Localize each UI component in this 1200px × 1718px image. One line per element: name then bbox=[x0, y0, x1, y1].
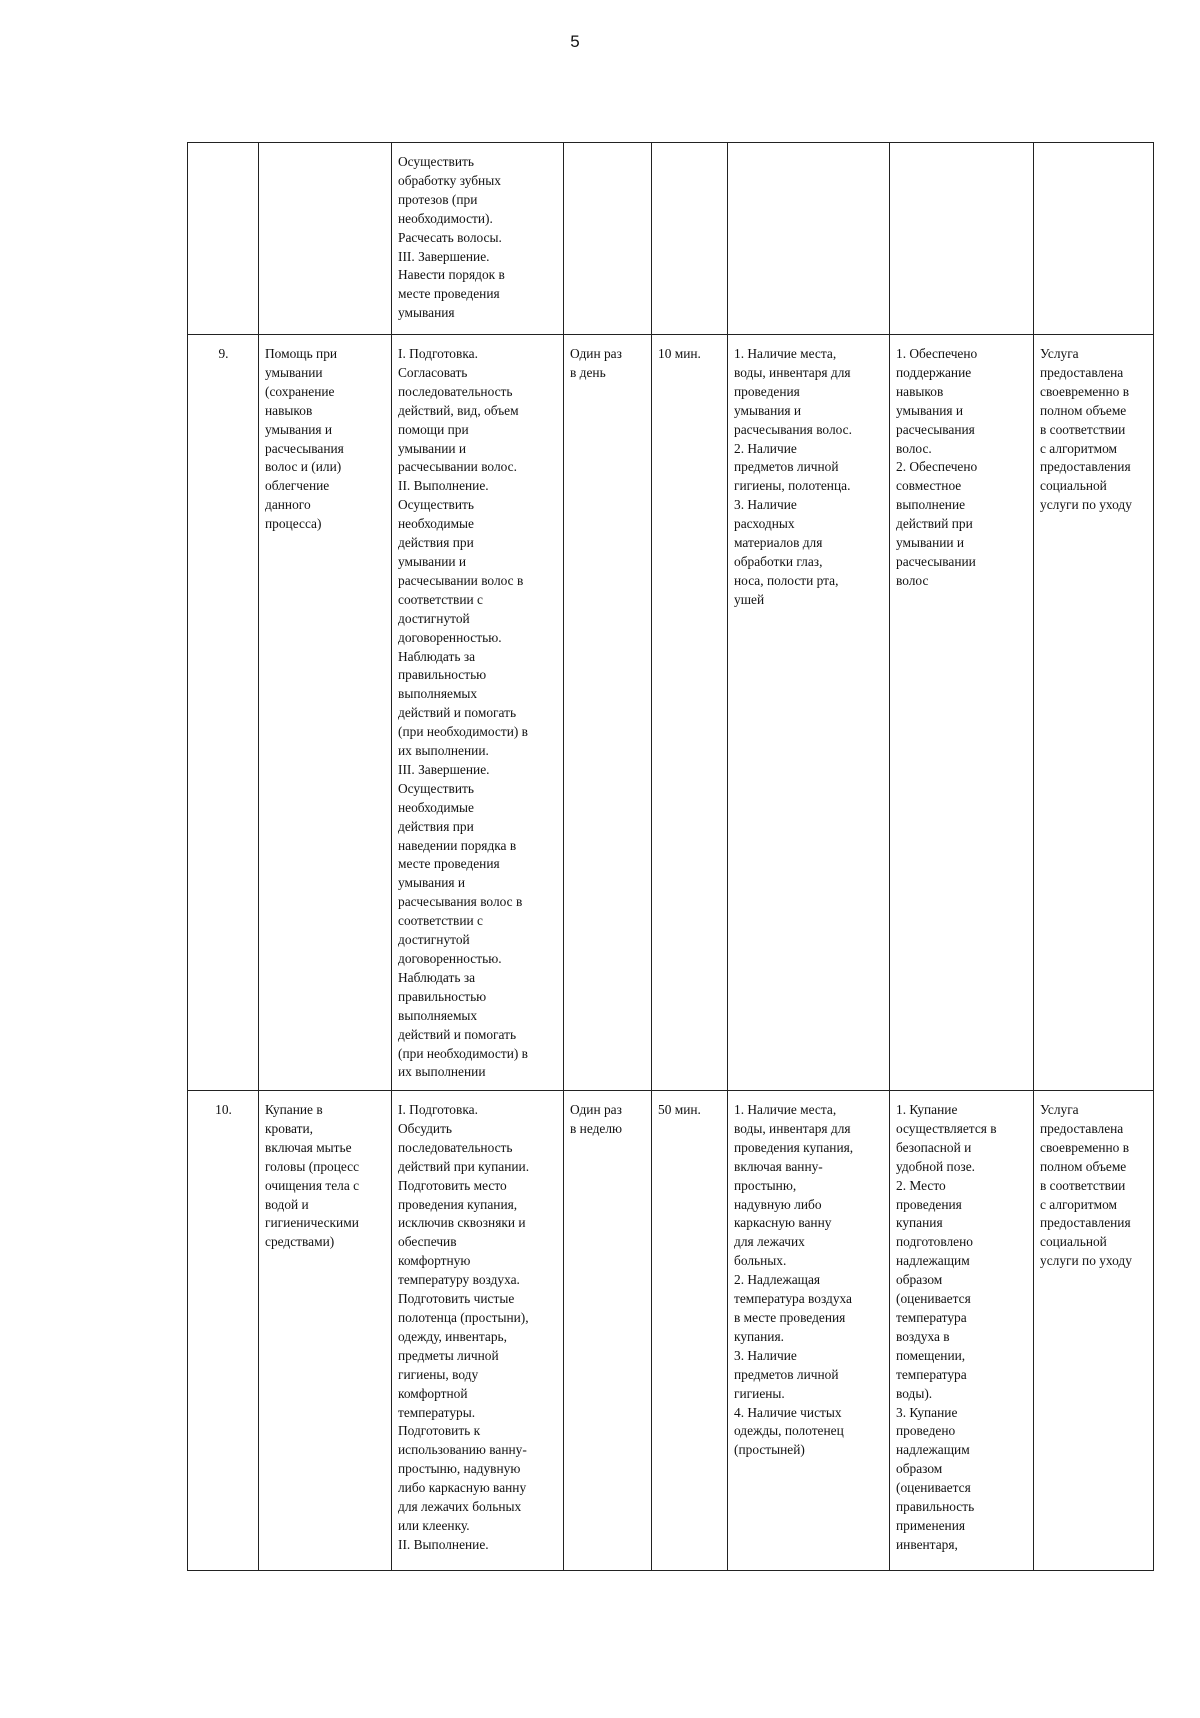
text-line: применения bbox=[896, 1517, 966, 1533]
text-line: для лежачих больных bbox=[398, 1499, 522, 1515]
text-line: исключив сквозняки и bbox=[398, 1215, 526, 1231]
text-line: предметов личной bbox=[734, 459, 839, 475]
text-line: наведении порядка в bbox=[398, 837, 517, 853]
text-line: волос. bbox=[896, 440, 932, 456]
text-line: поддержание bbox=[896, 364, 972, 380]
text-line: безопасной и bbox=[896, 1139, 972, 1155]
text-line: договоренностью. bbox=[398, 951, 502, 966]
cell-evaluation bbox=[1034, 143, 1154, 335]
text-line: последовательность bbox=[398, 383, 513, 399]
text-line: умывания bbox=[398, 305, 455, 321]
cell-duration bbox=[652, 335, 728, 1091]
text-line: подготовлено bbox=[896, 1234, 973, 1250]
text-line: водой и bbox=[265, 1196, 309, 1212]
text-line: 50 мин. bbox=[658, 1102, 701, 1117]
text-line: процесса) bbox=[265, 516, 322, 532]
text-line: предметов личной bbox=[734, 1366, 839, 1382]
cell-conditions bbox=[728, 143, 890, 335]
text-line: (простыней) bbox=[734, 1442, 805, 1458]
text-line: II. Выполнение. bbox=[398, 1536, 489, 1552]
cell-service-steps bbox=[392, 1091, 564, 1571]
text-line: правильностью bbox=[398, 988, 487, 1004]
cell-conditions bbox=[728, 1091, 890, 1571]
text-line: Услуга bbox=[1040, 346, 1079, 361]
text-line: услуги по уходу bbox=[1040, 497, 1132, 513]
text-line: III. Завершение. bbox=[398, 248, 490, 264]
text-line: для лежачих bbox=[734, 1234, 805, 1250]
text-line: комфортной bbox=[398, 1385, 468, 1401]
text-line: предоставлена bbox=[1040, 364, 1124, 380]
cell-indicators bbox=[890, 143, 1034, 335]
text-line: Подготовить к bbox=[398, 1423, 481, 1439]
text-line: (при необходимости) в bbox=[398, 724, 529, 740]
cell-number bbox=[188, 335, 259, 1091]
text-line: расчесывания волос в bbox=[398, 894, 523, 910]
text-line: (сохранение bbox=[265, 383, 335, 399]
text-line: в соответствии bbox=[1040, 1177, 1126, 1193]
text-line: проведения bbox=[734, 383, 800, 399]
text-line: соответствии с bbox=[398, 591, 483, 607]
text-line: расчесывании bbox=[896, 553, 976, 569]
cell-service-steps bbox=[392, 335, 564, 1091]
text-line: 1. Наличие места, bbox=[734, 1102, 837, 1117]
text-line: 1. Наличие места, bbox=[734, 346, 837, 361]
cell-number bbox=[188, 143, 259, 335]
cell-service-name bbox=[259, 143, 392, 335]
text-line: Навести порядок в bbox=[398, 267, 505, 283]
text-line: Один раз bbox=[570, 346, 622, 361]
text-line: навыков bbox=[265, 402, 313, 418]
text-line: температура воздуха bbox=[734, 1291, 852, 1307]
text-line: Осуществить bbox=[398, 497, 474, 513]
cell-frequency bbox=[564, 143, 652, 335]
text-line: 3. Наличие bbox=[734, 1347, 797, 1363]
text-line: Осуществить bbox=[398, 154, 474, 169]
text-line: месте проведения bbox=[398, 856, 500, 872]
text-line: образом bbox=[896, 1272, 943, 1288]
text-line: достигнутой bbox=[398, 932, 470, 948]
text-line: гигиены, полотенца. bbox=[734, 478, 851, 494]
text-line: выполняемых bbox=[398, 1007, 478, 1023]
text-line: умывании и bbox=[398, 440, 467, 456]
text-line: расчесывания волос. bbox=[734, 421, 852, 437]
text-line: волос и (или) bbox=[265, 459, 342, 475]
text-line: умывании и bbox=[896, 535, 965, 551]
text-line: каркасную ванну bbox=[734, 1215, 832, 1231]
text-line: I. Подготовка. bbox=[398, 346, 478, 361]
text-line: полном объеме bbox=[1040, 402, 1127, 418]
text-line: навыков bbox=[896, 383, 944, 399]
text-line: необходимости). bbox=[398, 210, 493, 226]
text-line: 4. Наличие чистых bbox=[734, 1404, 842, 1420]
text-line: простыню, bbox=[734, 1177, 797, 1193]
text-line: образом bbox=[896, 1461, 943, 1477]
text-line: помещении, bbox=[896, 1347, 966, 1363]
text-line: 2. Наличие bbox=[734, 440, 797, 456]
text-line: действий, вид, объем bbox=[398, 402, 519, 418]
text-line: социальной bbox=[1040, 478, 1107, 494]
cell-service-name bbox=[259, 335, 392, 1091]
text-line: своевременно в bbox=[1040, 383, 1130, 399]
text-line: одежды, полотенец bbox=[734, 1423, 844, 1439]
text-line: воды, инвентаря для bbox=[734, 364, 851, 380]
text-line: надувную либо bbox=[734, 1196, 822, 1212]
text-line: удобной позе. bbox=[896, 1158, 975, 1174]
text-line: инвентаря, bbox=[896, 1536, 958, 1552]
text-line: (при необходимости) в bbox=[398, 1045, 529, 1061]
text-line: 2. Место bbox=[896, 1177, 946, 1193]
text-line: средствами) bbox=[265, 1234, 335, 1250]
text-line: облегчение bbox=[265, 478, 330, 494]
text-line: купания bbox=[896, 1215, 943, 1231]
text-line: кровати, bbox=[265, 1120, 314, 1136]
text-line: проведения bbox=[896, 1196, 962, 1212]
text-line: носа, полости рта, bbox=[734, 572, 839, 588]
text-line: умывании bbox=[265, 364, 323, 380]
text-line: расчесывании волос. bbox=[398, 459, 517, 475]
cell-number bbox=[188, 1091, 259, 1571]
text-line: предметы личной bbox=[398, 1347, 499, 1363]
text-line: I. Подготовка. bbox=[398, 1102, 478, 1117]
text-line: температура bbox=[896, 1309, 967, 1325]
cell-evaluation bbox=[1034, 1091, 1154, 1571]
text-line: полотенца (простыни), bbox=[398, 1309, 529, 1325]
text-line: проведения купания, bbox=[734, 1139, 854, 1155]
text-line: в соответствии bbox=[1040, 421, 1126, 437]
text-line: данного bbox=[265, 497, 311, 513]
text-line: обеспечив bbox=[398, 1234, 457, 1250]
text-line: осуществляется в bbox=[896, 1120, 997, 1136]
text-line: своевременно в bbox=[1040, 1139, 1130, 1155]
text-line: или клеенку. bbox=[398, 1517, 470, 1533]
text-line: Наблюдать за bbox=[398, 648, 476, 664]
text-line: 9. bbox=[218, 346, 229, 361]
text-line: проведения купания, bbox=[398, 1196, 518, 1212]
text-line: больных. bbox=[734, 1253, 787, 1269]
text-line: ушей bbox=[734, 591, 765, 607]
text-line: в месте проведения bbox=[734, 1309, 846, 1325]
text-line: расчесывания bbox=[265, 440, 344, 456]
text-line: расходных bbox=[734, 516, 795, 532]
text-line: волос bbox=[896, 572, 929, 588]
cell-indicators bbox=[890, 335, 1034, 1091]
text-line: использованию ванну- bbox=[398, 1442, 527, 1458]
text-line: Подготовить место bbox=[398, 1177, 507, 1193]
text-line: выполняемых bbox=[398, 686, 478, 702]
text-line: умывании и bbox=[398, 553, 467, 569]
text-line: Купание в bbox=[265, 1102, 323, 1117]
text-line: расчесывания bbox=[896, 421, 975, 437]
table-row bbox=[188, 335, 1154, 1091]
cell-conditions bbox=[728, 335, 890, 1091]
text-line: Осуществить bbox=[398, 780, 474, 796]
text-line: температуры. bbox=[398, 1404, 476, 1420]
text-line: последовательность bbox=[398, 1139, 513, 1155]
text-line: III. Завершение. bbox=[398, 761, 490, 777]
text-line: полном объеме bbox=[1040, 1158, 1127, 1174]
text-line: договоренностью. bbox=[398, 629, 502, 645]
text-line: с алгоритмом bbox=[1040, 440, 1117, 456]
text-line: (оценивается bbox=[896, 1291, 971, 1307]
page-number: 5 bbox=[570, 32, 580, 51]
text-line: в день bbox=[570, 364, 606, 380]
text-line: помощи при bbox=[398, 421, 469, 437]
text-line: действий и помогать bbox=[398, 705, 517, 721]
text-line: предоставлена bbox=[1040, 1120, 1124, 1136]
text-line: предоставления bbox=[1040, 459, 1131, 475]
cell-evaluation bbox=[1034, 335, 1154, 1091]
text-line: действий при bbox=[896, 516, 973, 532]
text-line: надлежащим bbox=[896, 1253, 970, 1269]
text-line: либо каркасную ванну bbox=[398, 1480, 527, 1496]
text-line: 2. Обеспечено bbox=[896, 459, 978, 475]
text-line: протезов (при bbox=[398, 191, 478, 207]
cell-indicators bbox=[890, 1091, 1034, 1571]
text-line: одежду, инвентарь, bbox=[398, 1328, 507, 1344]
text-line: Наблюдать за bbox=[398, 969, 476, 985]
cell-frequency bbox=[564, 1091, 652, 1571]
cell-service-name bbox=[259, 1091, 392, 1571]
text-line: умывания и bbox=[896, 402, 964, 418]
text-line: месте проведения bbox=[398, 286, 500, 302]
text-line: в неделю bbox=[570, 1120, 623, 1136]
text-line: 1. Обеспечено bbox=[896, 346, 978, 361]
cell-frequency bbox=[564, 335, 652, 1091]
text-line: необходимые bbox=[398, 516, 474, 532]
text-line: головы (процесс bbox=[265, 1158, 360, 1174]
text-line: 3. Наличие bbox=[734, 497, 797, 513]
text-line: 3. Купание bbox=[896, 1404, 958, 1420]
text-line: Согласовать bbox=[398, 364, 468, 380]
text-line: гигиены. bbox=[734, 1385, 785, 1401]
text-line: Помощь при bbox=[265, 346, 338, 361]
text-line: необходимые bbox=[398, 799, 474, 815]
text-line: комфортную bbox=[398, 1253, 471, 1269]
text-line: социальной bbox=[1040, 1234, 1107, 1250]
text-line: воды). bbox=[896, 1385, 933, 1401]
text-line: 1. Купание bbox=[896, 1102, 958, 1117]
text-line: достигнутой bbox=[398, 610, 470, 626]
text-line: включая ванну- bbox=[734, 1158, 823, 1174]
text-line: гигиены, воду bbox=[398, 1366, 479, 1382]
text-line: совместное bbox=[896, 478, 962, 494]
text-line: 10 мин. bbox=[658, 346, 701, 361]
cell-duration bbox=[652, 1091, 728, 1571]
text-line: выполнение bbox=[896, 497, 966, 513]
text-line: их выполнении. bbox=[398, 743, 489, 759]
text-line: действия при bbox=[398, 535, 474, 551]
text-line: правильность bbox=[896, 1499, 975, 1515]
text-line: правильностью bbox=[398, 667, 487, 683]
text-line: очищения тела с bbox=[265, 1177, 360, 1193]
text-line: воздуха в bbox=[896, 1328, 950, 1344]
text-line: действий при купании. bbox=[398, 1158, 530, 1174]
table-row bbox=[188, 1091, 1154, 1571]
text-line: 10. bbox=[215, 1102, 232, 1117]
text-line: с алгоритмом bbox=[1040, 1196, 1117, 1212]
text-line: простыню, надувную bbox=[398, 1461, 521, 1477]
cell-service-steps bbox=[392, 143, 564, 335]
text-line: действий и помогать bbox=[398, 1026, 517, 1042]
text-line: Услуга bbox=[1040, 1102, 1079, 1117]
text-line: Один раз bbox=[570, 1102, 622, 1117]
text-line: 2. Надлежащая bbox=[734, 1272, 821, 1288]
text-line: материалов для bbox=[734, 535, 823, 551]
text-line: гигиеническими bbox=[265, 1215, 359, 1231]
text-line: температура bbox=[896, 1366, 967, 1382]
cell-duration bbox=[652, 143, 728, 335]
text-line: II. Выполнение. bbox=[398, 478, 489, 494]
text-line: надлежащим bbox=[896, 1442, 970, 1458]
text-line: умывания и bbox=[734, 402, 802, 418]
text-line: соответствии с bbox=[398, 913, 483, 929]
text-line: услуги по уходу bbox=[1040, 1253, 1132, 1269]
text-line: обработку зубных bbox=[398, 172, 501, 188]
text-line: их выполнении bbox=[398, 1064, 486, 1080]
text-line: Обсудить bbox=[398, 1120, 453, 1136]
services-table bbox=[187, 142, 1154, 1571]
table-row bbox=[188, 143, 1154, 335]
text-line: Подготовить чистые bbox=[398, 1291, 515, 1307]
text-line: обработки глаз, bbox=[734, 553, 823, 569]
text-line: предоставления bbox=[1040, 1215, 1131, 1231]
text-line: расчесывании волос в bbox=[398, 572, 524, 588]
text-line: действия при bbox=[398, 818, 474, 834]
text-line: проведено bbox=[896, 1423, 956, 1439]
text-line: купания. bbox=[734, 1328, 784, 1344]
text-line: (оценивается bbox=[896, 1480, 971, 1496]
text-line: умывания и bbox=[398, 875, 466, 891]
text-line: температуру воздуха. bbox=[398, 1272, 520, 1288]
text-line: включая мытье bbox=[265, 1139, 352, 1155]
text-line: Расчесать волосы. bbox=[398, 229, 502, 245]
text-line: воды, инвентаря для bbox=[734, 1120, 851, 1136]
text-line: умывания и bbox=[265, 421, 333, 437]
